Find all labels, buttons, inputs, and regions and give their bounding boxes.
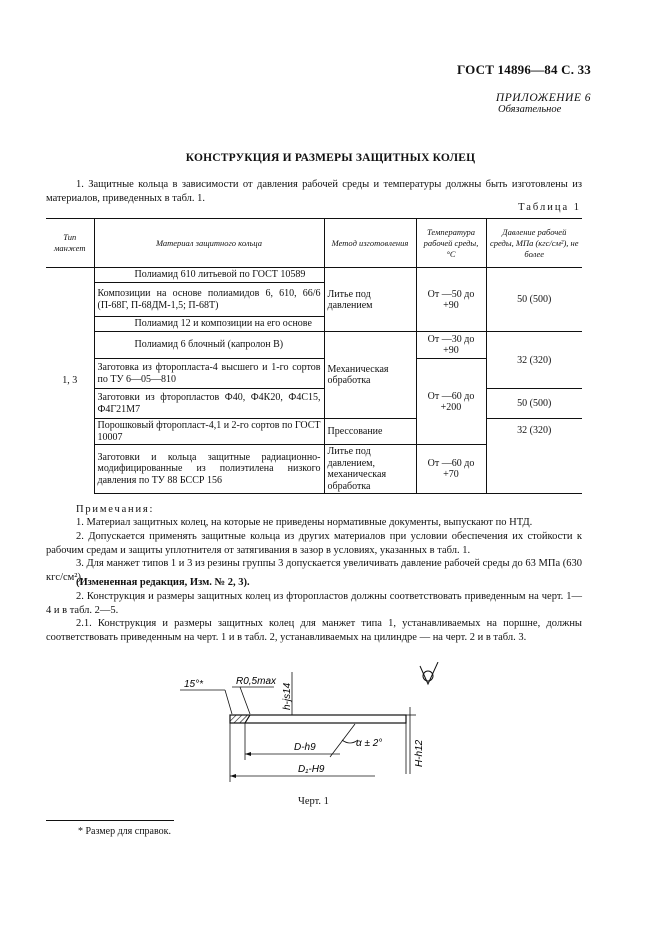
alpha-label: α ± 2° [356,738,383,749]
intro-paragraph: 1. Защитные кольца в зависимости от давления рабочей среды и температуры должны быть изготовлены из материалов, приведенных в табл. 1. [46,179,582,204]
material-5: Заготовка из фторопласта-4 высшего и 1-го сортов по ТУ 6—05—810 [94,359,324,389]
notes-heading: Примечания: [76,504,155,515]
standard-header: ГОСТ 14896—84 С. 33 [457,62,591,77]
pressure-1: 50 (500) [486,268,582,332]
paragraph-2: 2. Конструкция и размеры защитных колец из фторопластов должны соответствовать приведенным на черт. 1—4 и в табл. 2—5. [46,591,582,616]
angle-label: 15°* [184,679,204,690]
type-cell: 1, 3 [62,375,78,387]
method-4: Литье под давлением, механическая обработка [324,445,416,494]
appendix-title: ПРИЛОЖЕНИЕ 6 [495,92,591,104]
revision-note: (Измененная редакция, Изм. № 2, 3). [76,577,250,588]
H-dimension: H-h12 [414,739,425,767]
drawing-1 [170,662,450,787]
note-3: 3. Для манжет типов 1 и 3 из резины группы 3 допускается увеличивать давление рабочей среды до 63 МПа (630 кгс/см²). [46,558,582,583]
pressure-2: 32 (320) [486,332,582,389]
materials-table [46,218,582,494]
material-4: Полиамид 6 блочный (капролон В) [94,332,324,359]
appendix-status: Обязательное [498,104,562,115]
header-type: Тип манжет [46,219,94,268]
material-6: Заготовки из фторопластов Ф40, Ф4К20, Ф4С15, Ф4Г21М7 [94,389,324,419]
D1-dimension: D₁-H9 [298,764,325,775]
ring-body [230,715,406,723]
header-material: Материал защитного кольца [94,219,324,268]
material-3: Полиамид 12 и композиции на его основе [94,317,324,332]
material-7: Порошковый фторопласт-4,1 и 2-го сортов по ГОСТ 10007 [94,419,324,445]
drawing-caption: Черт. 1 [298,796,329,807]
table-caption: Таблица 1 [518,202,581,213]
pressure-4: 32 (320) [486,419,582,494]
temperature-2: От —30 до +90 [416,332,486,359]
section-title: КОНСТРУКЦИЯ И РАЗМЕРЫ ЗАЩИТНЫХ КОЛЕЦ [185,152,476,164]
paragraph-2-1: 2.1. Конструкция и размеры защитных колец для манжет типа 1, устанавливаемых на поршне, должны соответствовать приведенным на черт. 1 и в табл. 2, устанавливаемых на цилиндре — на черт. 2 и в табл. 3. [46,618,582,643]
roughness-icon [420,662,438,684]
method-2: Механическая обработка [324,332,416,419]
method-1: Литье под давлением [324,268,416,332]
temperature-3: От —60 до +200 [416,359,486,445]
material-8: Заготовки и кольца защитные радиационно-модифицированные из полиэтилена низкого давления по ТУ 88 БССР 156 [94,445,324,494]
temperature-4: От —60 до +70 [416,445,486,494]
D-dimension: D-h9 [294,742,316,753]
h-dimension: h-js14 [282,682,293,710]
method-3: Прессование [324,419,416,445]
footnote: * Размер для справок. [78,826,171,837]
header-pressure: Давление рабочей среды, МПа (кгс/см²), не более [486,219,582,268]
header-temperature: Температура рабочей среды, °С [416,219,486,268]
footnote-divider [46,820,174,821]
pressure-3: 50 (500) [486,389,582,419]
note-2: 2. Допускается применять защитные кольца из других материалов при условии обеспечения их стойкости к рабочим средам и защиты уплотнителя от затягивания в зазор в условиях, указанных в табл. 1. [46,531,582,556]
radius-label: R0,5max [236,676,277,687]
material-1: Полиамид 610 литьевой по ГОСТ 10589 [94,268,324,283]
temperature-1: От —50 до +90 [416,268,486,332]
material-2: Композиции на основе полиамидов 6, 610, 66/6 (П-68Г, П-68ДМ-1,5; П-68Т) [94,283,324,317]
note-1: 1. Материал защитных колец, на которые не приведены нормативные документы, выпускают по НТД. [76,517,533,528]
header-method: Метод изготовления [324,219,416,268]
